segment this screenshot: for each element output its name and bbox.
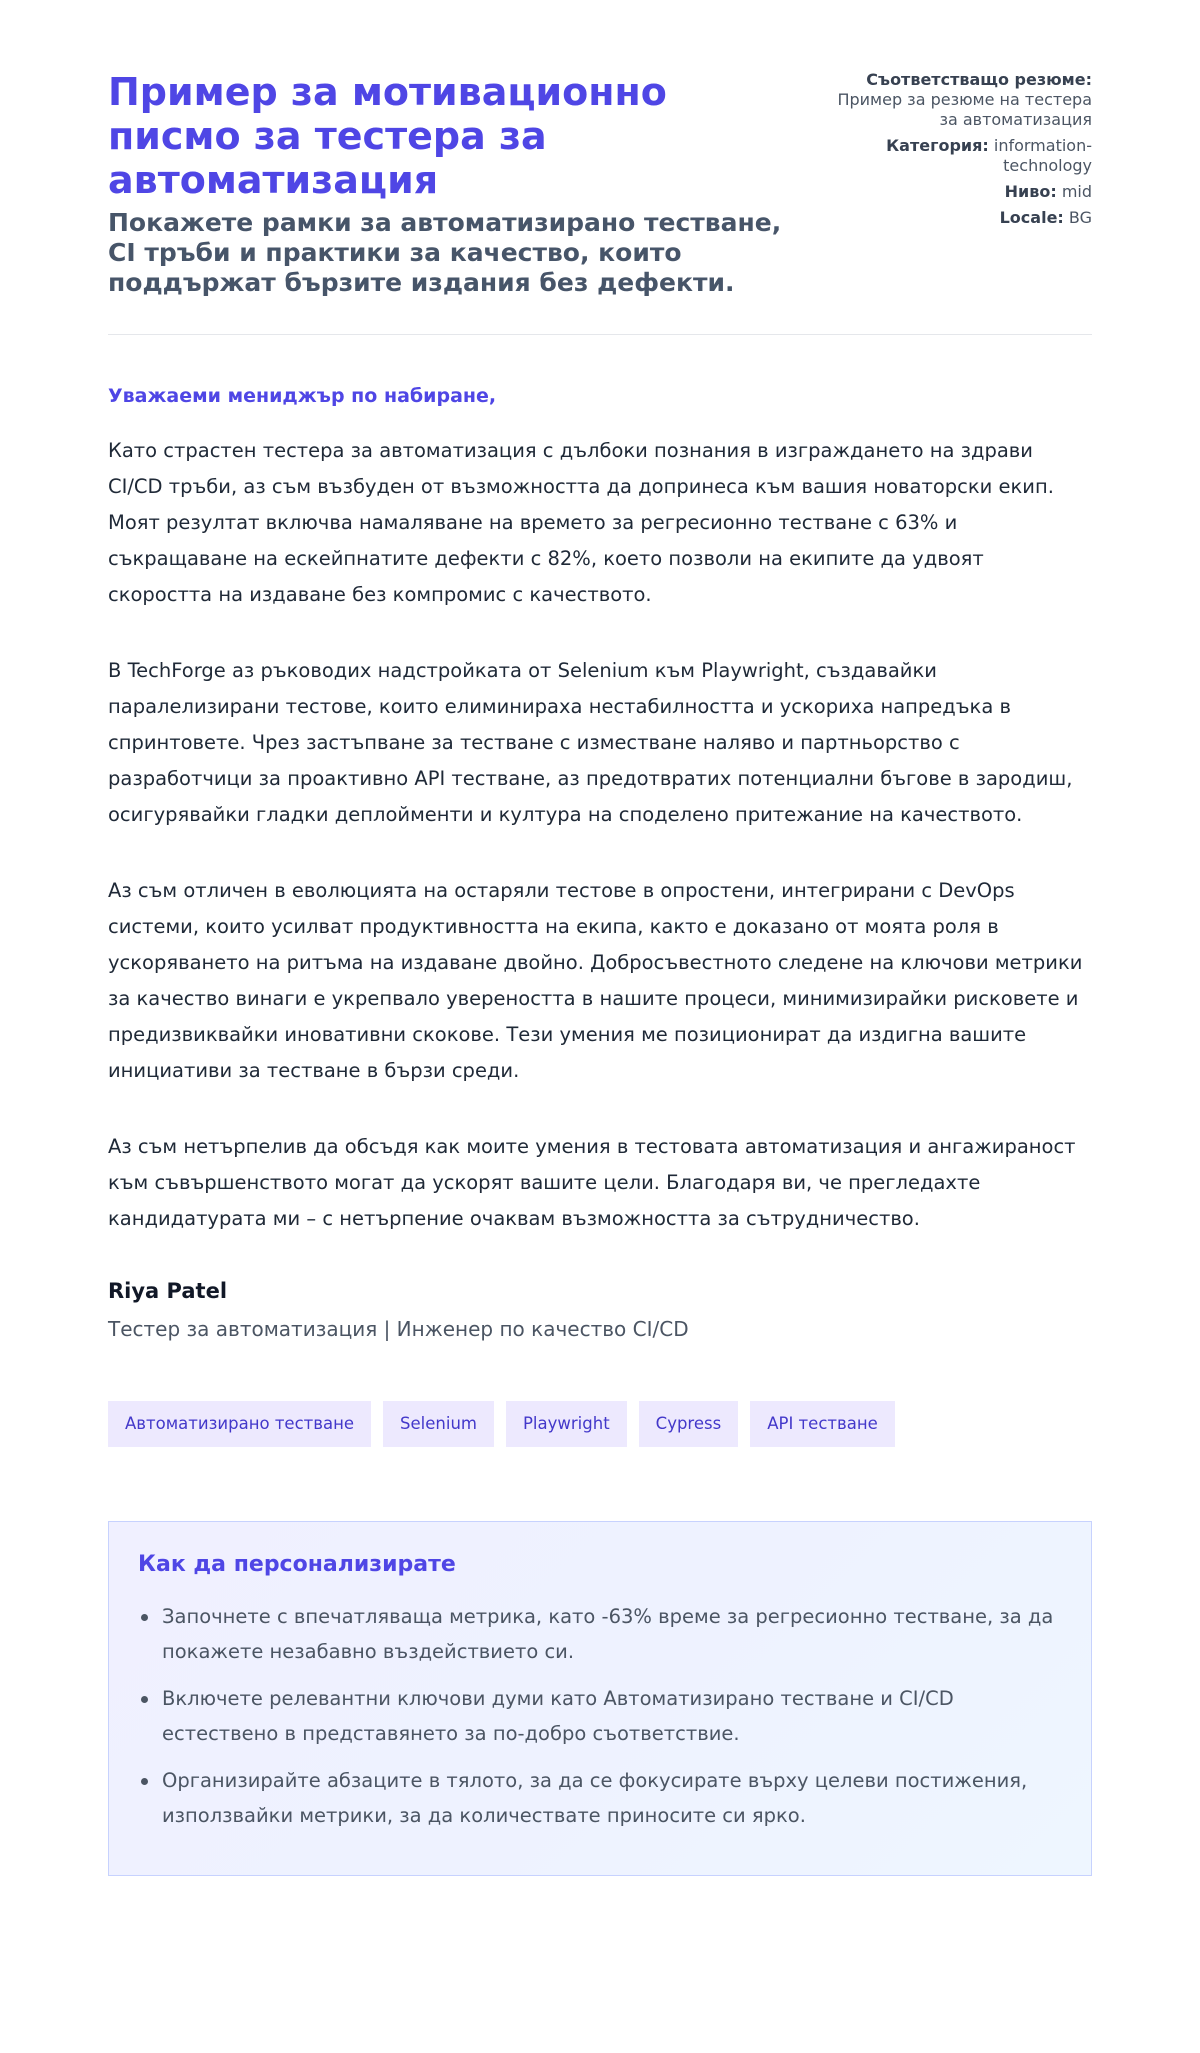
meta-category-label: Категория: [886,136,989,155]
meta-resume-link[interactable]: Пример за резюме на тестера за автоматизация [837,90,1092,129]
header-left [108,70,808,298]
meta-locale-value: BG [1068,208,1092,227]
letter-paragraph: В TechForge аз ръководих надстройката от Selenium към Playwright, създавайки паралелизирани тестове, които елиминираха нестабилността и ускориха напредъка в спринтовете. Чрез застъпване за тестване с изместване наляво и партньорство с разработчици за проактивно API тестване, аз предотвратих потенциални бъгове в зародиш, осигурявайки гладки деплойменти и култура на споделено притежание на качеството. [108,659,1073,826]
skill-tags [108,1401,1092,1447]
letter-salutation: Уважаеми мениджър по набиране, [108,385,497,407]
meta-resume-label: Съответстващо резюме: [866,70,1092,89]
letter-paragraph: Като страстен тестера за автоматизация с дълбоки познания в изграждането на здрави CI/CD тръби, аз съм възбуден от възможността да допринеса към вашия новаторски екип. Моят резултат включва намаляване на времето за регресионно тестване с 63% и съкращаване на ескейпнатите дефекти с 82%, което позволи на екипите да удвоят скоростта на издаване без компромис с качеството. [108,439,1054,606]
tips-item: Започнете с впечатляваща метрика, като -63% време за регресионно тестване, за да покажете незабавно въздействието си. [138,1599,1062,1669]
skill-tag: Автоматизирано тестване [108,1401,371,1447]
meta-panel [832,70,1092,298]
letter-body [108,433,1092,1237]
meta-category-value: information-technology [993,136,1092,175]
skill-tag: Playwright [506,1401,627,1447]
page-title: Пример за мотивационно писмо за тестера за автоматизация [108,70,667,202]
meta-locale-label: Locale: [999,208,1064,227]
tips-item: Организирайте абзаците в тялото, за да се фокусирате върху целеви постижения, използвайки метрики, за да количествате приносите си ярко. [138,1763,1062,1833]
skill-tag: Cypress [639,1401,739,1447]
signature-name: Riya Patel [108,1279,228,1303]
meta-level [832,182,1092,202]
page-header [108,0,1092,335]
tips-list [138,1599,1062,1833]
tips-title: Как да персонализирате [138,1552,456,1577]
skill-tag: Selenium [383,1401,494,1447]
page-subtitle: Покажете рамки за автоматизирано тестване, CI тръби и практики за качество, които поддържат бързите издания без дефекти. [108,208,782,297]
personalize-tips-box [108,1521,1092,1876]
meta-locale [832,208,1092,228]
meta-category [832,136,1092,176]
letter-paragraph: Аз съм нетърпелив да обсъдя как моите умения в тестовата автоматизация и ангажираност към съвършенството могат да ускорят вашите цели. Благодаря ви, че прегледахте кандидатурата ми – с нетърпение очаквам възможността за сътрудничество. [108,1135,1076,1230]
skill-tag: API тестване [750,1401,895,1447]
meta-level-value: mid [1061,182,1092,201]
meta-level-label: Ниво: [1004,182,1057,201]
letter-paragraph: Аз съм отличен в еволюцията на остаряли тестове в опростени, интегрирани с DevOps системи, които усилват продуктивността на екипа, както е доказано от моята роля в ускоряването на ритъма на издаване двойно. Добросъвестното следене на ключови метрики за качество винаги е укрепвало увереността в нашите процеси, минимизирайки рисковете и предизвиквайки иновативни скокове. Тези умения ме позиционират да издигна вашите инициативи за тестване в бързи среди. [108,879,1083,1082]
signature-role: Тестер за автоматизация | Инженер по качество CI/CD [108,1317,689,1341]
tips-item: Включете релевантни ключови думи като Автоматизирано тестване и CI/CD естествено в представянето за по-добро съответствие. [138,1681,1062,1751]
meta-resume [832,70,1092,130]
